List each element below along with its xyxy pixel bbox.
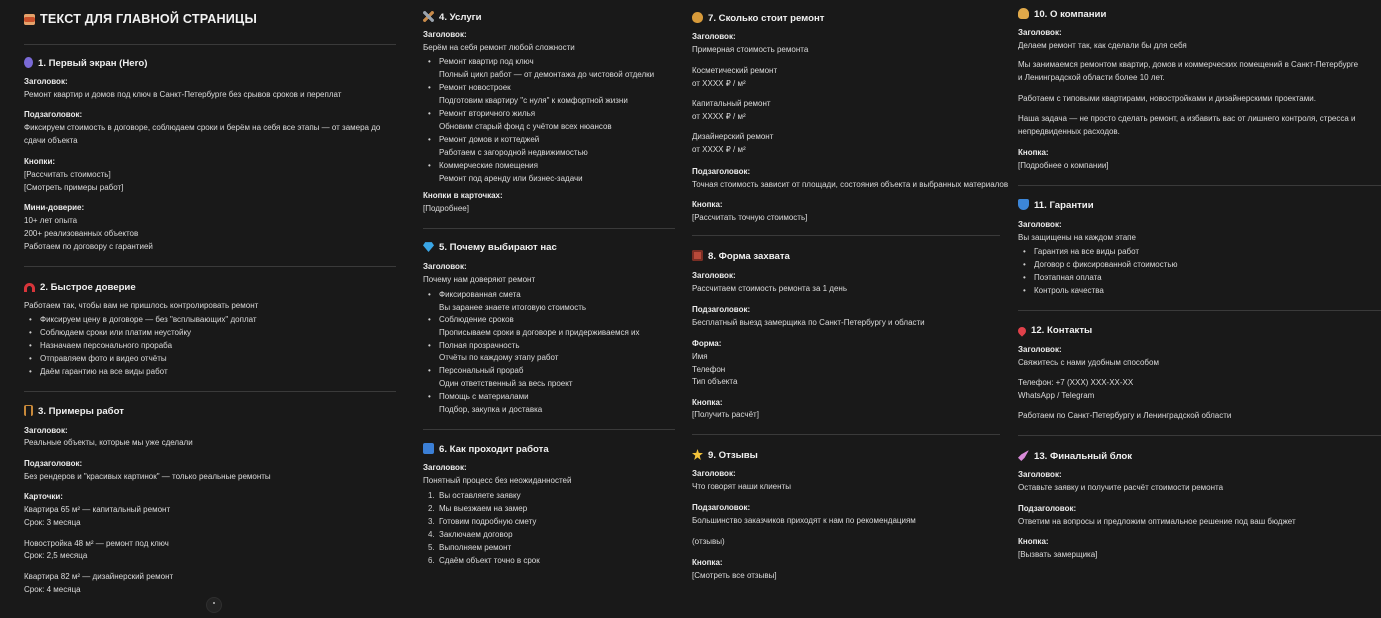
page-title: ТЕКСТ ДЛЯ ГЛАВНОЙ СТРАНИЦЫ [24, 13, 257, 26]
step: 3. Готовим подробную смету [428, 517, 537, 526]
label-subheading: Подзаголовок: [692, 305, 751, 314]
service-name: • Ремонт новостроек [439, 82, 511, 95]
all-reviews-button[interactable]: [Смотреть все отзывы] [692, 571, 777, 580]
hero-subheading: Фиксируем стоимость в договоре, соблюдаем сроки и берём на себя все этапы — от замера до сдачи объекта [24, 123, 381, 145]
about-more-button[interactable]: [Подробнее о компании] [1018, 161, 1109, 170]
label-heading: Заголовок: [1018, 470, 1062, 479]
service-desc: Ремонт под аренду или бизнес-задачи [439, 174, 583, 183]
calc-cost-button[interactable]: [Рассчитать стоимость] [24, 170, 111, 179]
section-9-title: 9. Отзывы [692, 449, 758, 463]
section-10-title: 10. О компании [1018, 8, 1106, 22]
service-area-text: Работаем по Санкт-Петербургу и Ленинградской области [1018, 411, 1232, 420]
calc-exact-cost-button[interactable]: [Рассчитать точную стоимость] [692, 213, 808, 222]
label-heading: Заголовок: [24, 426, 68, 435]
trust-item: Работаем по договору с гарантией [24, 242, 153, 251]
service-desc: Обновим старый фонд с учётом всех нюансов [439, 122, 612, 131]
price-value: от XXXX ₽ / м² [692, 79, 746, 88]
about-paragraph: Мы занимаемся ремонтом квартир, домов и коммерческих помещений в Санкт-Петербурге и Ленинградской области более 10 лет. [1018, 60, 1359, 82]
view-examples-button[interactable]: [Смотреть примеры работ] [24, 183, 124, 192]
label-cards: Карточки: [24, 492, 63, 501]
scroll-indicator[interactable] [206, 597, 222, 613]
list-item: • Даём гарантию на все виды работ [40, 366, 168, 379]
section-1-title: 1. Первый экран (Hero) [24, 57, 147, 71]
rocket-icon [1018, 450, 1029, 461]
phone-field[interactable]: Телефон [692, 365, 726, 374]
reviews-subheading: Большинство заказчиков приходят к нам по рекомендациям [692, 516, 916, 525]
person-icon [24, 57, 33, 68]
label-button: Кнопка: [692, 558, 723, 567]
star-icon [692, 449, 703, 460]
divider [423, 228, 675, 229]
list-item: • Контроль качества [1034, 285, 1104, 298]
service-name: • Ремонт вторичного жилья [439, 108, 535, 121]
list-item: • Назначаем персонального прораба [40, 340, 172, 353]
tools-icon [423, 11, 434, 22]
service-desc: Полный цикл работ — от демонтажа до чистовой отделки [439, 70, 655, 79]
get-estimate-button[interactable]: [Получить расчёт] [692, 410, 759, 419]
person-icon [1018, 8, 1029, 19]
step: 1. Вы оставляете заявку [428, 491, 521, 500]
card-name: Квартира 82 м² — дизайнерский ремонт [24, 572, 174, 581]
form-subheading: Бесплатный выезд замерщика по Санкт-Петербургу и области [692, 318, 925, 327]
divider [692, 434, 1000, 435]
ladder-icon [24, 405, 33, 416]
list-item: • Фиксируем цену в договоре — без "всплывающих" доплат [40, 314, 257, 327]
label-subheading: Подзаголовок: [692, 167, 751, 176]
label-heading: Заголовок: [423, 463, 467, 472]
divider [24, 44, 396, 45]
reason-desc: Отчёты по каждому этапу работ [439, 353, 559, 362]
final-subheading: Ответим на вопросы и предложим оптимальное решение под ваш бюджет [1018, 517, 1296, 526]
price-name: Дизайнерский ремонт [692, 132, 774, 141]
trust-item: 200+ реализованных объектов [24, 229, 139, 238]
step: 5. Выполняем ремонт [428, 543, 512, 552]
divider [1018, 185, 1381, 186]
guarantee-heading: Вы защищены на каждом этапе [1018, 233, 1136, 242]
service-desc: Подготовим квартиру "с нуля" к комфортной жизни [439, 96, 628, 105]
trust-item: 10+ лет опыта [24, 216, 78, 225]
price-heading: Примерная стоимость ремонта [692, 45, 809, 54]
phone-text: Телефон: +7 (XXX) XXX-XX-XX [1018, 378, 1134, 387]
form-heading: Рассчитаем стоимость ремонта за 1 день [692, 284, 847, 293]
label-subheading: Подзаголовок: [24, 110, 83, 119]
services-heading: Берём на себя ремонт любой сложности [423, 43, 575, 52]
section-12-title: 12. Контакты [1018, 324, 1092, 338]
reason-desc: Прописываем сроки в договоре и придерживаемся их [439, 328, 640, 337]
pin-icon [1016, 325, 1027, 336]
step: 2. Мы выезжаем на замер [428, 504, 528, 513]
step: 6. Сдаём объект точно в срок [428, 556, 540, 565]
reviews-heading: Что говорят наши клиенты [692, 482, 791, 491]
trust-intro: Работаем так, чтобы вам не пришлось контролировать ремонт [24, 301, 259, 310]
section-7-title: 7. Сколько стоит ремонт [692, 12, 825, 26]
label-heading: Заголовок: [1018, 28, 1062, 37]
gem-icon [423, 241, 434, 252]
label-button: Кнопка: [692, 200, 723, 209]
list-item: • Соблюдаем сроки или платим неустойку [40, 327, 191, 340]
list-item: • Договор с фиксированной стоимостью [1034, 259, 1178, 272]
brick-icon [24, 14, 35, 25]
list-item: • Гарантия на все виды работ [1034, 246, 1139, 259]
card-term: Срок: 2,5 месяца [24, 551, 88, 560]
price-name: Косметический ремонт [692, 66, 778, 75]
shield-icon [1018, 199, 1029, 210]
divider [24, 266, 396, 267]
section-8-title: 8. Форма захвата [692, 250, 790, 264]
label-subheading: Подзаголовок: [692, 503, 751, 512]
label-mini-trust: Мини-доверие: [24, 203, 85, 212]
label-button: Кнопка: [692, 398, 723, 407]
divider [423, 429, 675, 430]
card-term: Срок: 3 месяца [24, 518, 81, 527]
step: 4. Заключаем договор [428, 530, 513, 539]
section-4-title: 4. Услуги [423, 11, 482, 25]
reviews-placeholder: (отзывы) [692, 537, 725, 546]
reason-name: • Помощь с материалами [439, 391, 529, 404]
about-paragraph: Работаем с типовыми квартирами, новостройками и дизайнерскими проектами. [1018, 94, 1316, 103]
service-name: • Ремонт домов и коттеджей [439, 134, 539, 147]
examples-heading: Реальные объекты, которые мы уже сделали [24, 438, 193, 447]
reason-desc: Вы заранее знаете итоговую стоимость [439, 303, 587, 312]
label-heading: Заголовок: [1018, 345, 1062, 354]
service-name: • Коммерческие помещения [439, 160, 538, 173]
label-heading: Заголовок: [692, 271, 736, 280]
about-paragraph: Наша задача — не просто сделать ремонт, а избавить вас от лишнего контроля, стресса и непредвиденных расходов. [1018, 114, 1356, 136]
label-button: Кнопка: [1018, 537, 1049, 546]
label-card-buttons: Кнопки в карточках: [423, 191, 503, 200]
money-bag-icon [692, 12, 703, 23]
card-name: Новостройка 48 м² — ремонт под ключ [24, 539, 169, 548]
more-button[interactable]: [Подробнее] [423, 204, 469, 213]
list-item: • Поэтапная оплата [1034, 272, 1102, 285]
label-buttons: Кнопки: [24, 157, 56, 166]
label-subheading: Подзаголовок: [1018, 504, 1077, 513]
about-heading: Делаем ремонт так, как сделали бы для себя [1018, 41, 1187, 50]
card-name: Квартира 65 м² — капитальный ремонт [24, 505, 171, 514]
reason-name: • Полная прозрачность [439, 340, 520, 353]
form-icon [692, 250, 703, 261]
divider [24, 391, 396, 392]
list-item: • Отправляем фото и видео отчёты [40, 353, 167, 366]
contacts-heading: Свяжитесь с нами удобным способом [1018, 358, 1159, 367]
divider [692, 235, 1000, 236]
divider [1018, 310, 1381, 311]
object-type-field[interactable]: Тип объекта [692, 377, 738, 386]
hero-heading: Ремонт квартир и домов под ключ в Санкт-Петербурге без срывов сроков и переплат [24, 90, 342, 99]
label-heading: Заголовок: [1018, 220, 1062, 229]
price-subheading: Точная стоимость зависит от площади, состояния объекта и выбранных материалов [692, 180, 1009, 189]
why-heading: Почему нам доверяют ремонт [423, 275, 536, 284]
section-3-title: 3. Примеры работ [24, 405, 124, 419]
reason-desc: Подбор, закупка и доставка [439, 405, 543, 414]
call-measurer-button[interactable]: [Вызвать замерщика] [1018, 550, 1098, 559]
label-heading: Заголовок: [423, 30, 467, 39]
magnet-icon [24, 283, 35, 292]
section-5-title: 5. Почему выбирают нас [423, 241, 557, 255]
card-term: Срок: 4 месяца [24, 585, 81, 594]
reason-desc: Один ответственный за весь проект [439, 379, 573, 388]
price-value: от XXXX ₽ / м² [692, 112, 746, 121]
price-name: Капитальный ремонт [692, 99, 771, 108]
label-button: Кнопка: [1018, 148, 1049, 157]
arrows-icon [423, 443, 434, 454]
price-value: от XXXX ₽ / м² [692, 145, 746, 154]
name-field[interactable]: Имя [692, 352, 708, 361]
section-2-title: 2. Быстрое доверие [24, 281, 136, 295]
process-heading: Понятный процесс без неожиданностей [423, 476, 572, 485]
service-desc: Работаем с загородной недвижимостью [439, 148, 588, 157]
label-heading: Заголовок: [692, 469, 736, 478]
section-6-title: 6. Как проходит работа [423, 443, 549, 457]
divider [1018, 435, 1381, 436]
examples-subheading: Без рендеров и "красивых картинок" — только реальные ремонты [24, 472, 271, 481]
final-heading: Оставьте заявку и получите расчёт стоимости ремонта [1018, 483, 1224, 492]
label-heading: Заголовок: [423, 262, 467, 271]
reason-name: • Персональный прораб [439, 365, 523, 378]
service-name: • Ремонт квартир под ключ [439, 56, 534, 69]
label-form: Форма: [692, 339, 722, 348]
messengers-text: WhatsApp / Telegram [1018, 391, 1095, 400]
section-11-title: 11. Гарантии [1018, 199, 1094, 213]
section-13-title: 13. Финальный блок [1018, 450, 1132, 464]
reason-name: • Соблюдение сроков [439, 314, 514, 327]
reason-name: • Фиксированная смета [439, 289, 521, 302]
label-subheading: Подзаголовок: [24, 459, 83, 468]
label-heading: Заголовок: [692, 32, 736, 41]
label-heading: Заголовок: [24, 77, 68, 86]
